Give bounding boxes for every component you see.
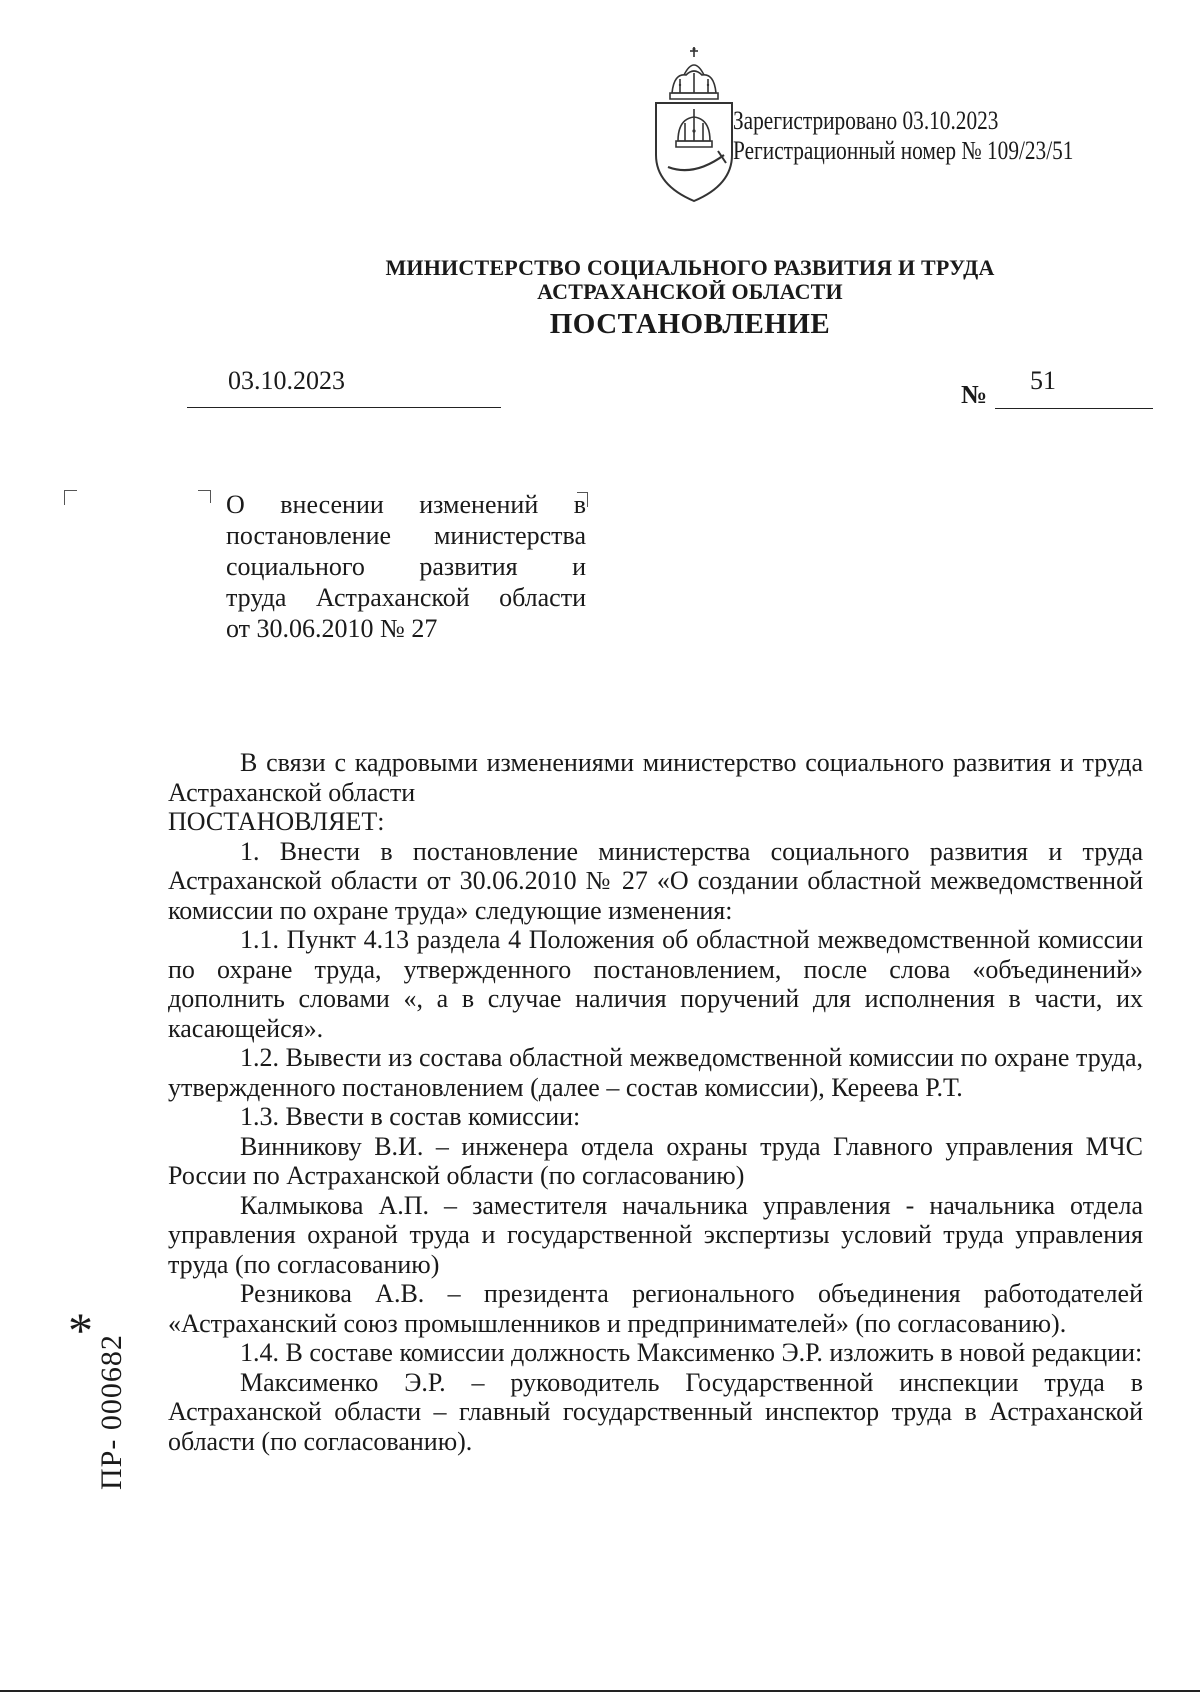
ministry-name-line2: АСТРАХАНСКОЙ ОБЛАСТИ xyxy=(537,279,843,304)
document-body xyxy=(168,748,1143,1456)
stamp-code-text: ПР- 000682 xyxy=(95,1334,128,1490)
body-paragraph: Резникова А.В. – президента регионального объединения работодателей «Астраханский союз промышленников и предпринимателей» (по согласованию). xyxy=(168,1279,1143,1338)
body-paragraph: Максименко Э.Р. – руководитель Государственной инспекции труда в Астраханской области – главный государственный инспектор труда в Астраханской области (по согласованию). xyxy=(168,1367,1143,1456)
body-paragraph: Калмыкова А.П. – заместителя начальника управления - начальника отдела управления охраной труда и государственной экспертизы условий труда управления труда (по согласованию) xyxy=(168,1190,1143,1279)
body-paragraph: 1.1. Пункт 4.13 раздела 4 Положения об областной межведомственной комиссии по охране труда, утвержденного постановлением, после слова «объединений» дополнить словами «, а в случае наличия поручений для исполнения в части, их касающейся». xyxy=(168,925,1143,1043)
body-paragraph: 1. Внести в постановление министерства социального развития и труда Астраханской области от 30.06.2010 № 27 «О создании областной межведомственной комиссии по охране труда» следующие изменения: xyxy=(168,836,1143,925)
corner-mark-left xyxy=(64,490,77,505)
body-paragraph: ПОСТАНОВЛЯЕТ: xyxy=(168,807,385,836)
coat-of-arms-icon xyxy=(648,45,740,205)
registration-number: Регистрационный номер № 109/23/51 xyxy=(733,136,1074,165)
bottom-rule xyxy=(0,1690,1200,1692)
document-subject xyxy=(226,489,586,613)
body-paragraph: 1.2. Вывести из состава областной межведомственной комиссии по охране труда, утвержденного постановлением (далее – состав комиссии), Кереева Р.Т. xyxy=(168,1043,1143,1102)
subject-line: труда Астраханской области xyxy=(226,583,586,612)
subject-line: постановление министерства xyxy=(226,521,586,550)
document-number: 51 xyxy=(1030,366,1056,395)
body-paragraph: В связи с кадровыми изменениями министерство социального развития и труда Астраханской области xyxy=(168,748,1143,807)
document-date: 03.10.2023 xyxy=(228,366,345,395)
ministry-name-line1: МИНИСТЕРСТВО СОЦИАЛЬНОГО РАЗВИТИЯ И ТРУДА xyxy=(385,255,995,280)
document-type-title: ПОСТАНОВЛЕНИЕ xyxy=(549,308,831,340)
number-sign: № xyxy=(961,380,988,409)
number-underline xyxy=(995,408,1153,409)
body-paragraph: 1.4. В составе комиссии должность Максименко Э.Р. изложить в новой редакции: xyxy=(240,1338,1143,1367)
subject-line: О внесении изменений в xyxy=(226,490,586,519)
subject-line: социального развития и xyxy=(226,552,586,581)
body-paragraph: 1.3. Ввести в состав комиссии: xyxy=(240,1102,581,1131)
date-underline xyxy=(187,407,501,408)
corner-mark-subject-left xyxy=(198,490,211,503)
registration-date: Зарегистрировано 03.10.2023 xyxy=(733,106,999,135)
subject-line-last: от 30.06.2010 № 27 xyxy=(226,614,438,643)
stamp-asterisk: * xyxy=(68,1302,93,1358)
body-paragraph: Винникову В.И. – инженера отдела охраны труда Главного управления МЧС России по Астраханской области (по согласованию) xyxy=(168,1131,1143,1190)
